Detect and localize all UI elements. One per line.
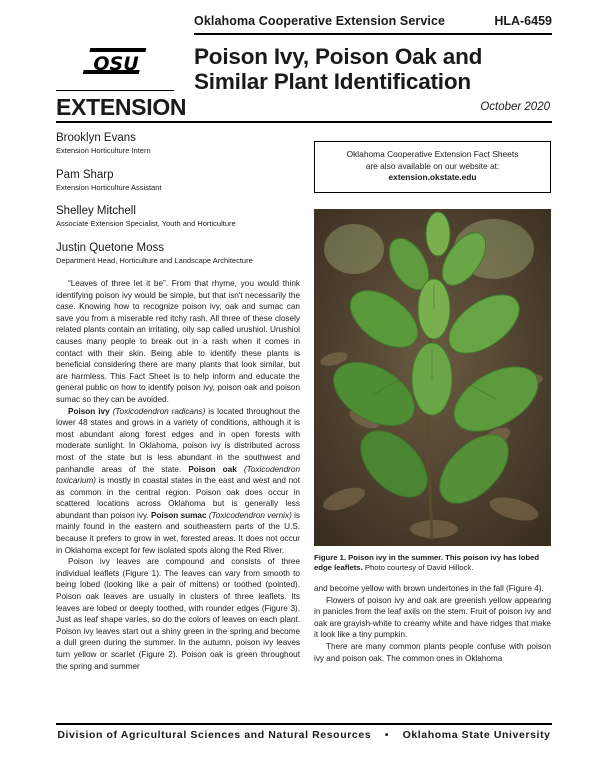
website-link[interactable]: extension.okstate.edu [388,172,477,182]
flowers-paragraph: Flowers of poison ivy and oak are greenish yellow appearing in panicles from the leaf axils on the stem. Fruit of poison ivy and oak are grayish-white to creamy white and have ridges that make it look like a tiny pumpkin. [314,595,551,640]
title-rule [56,121,552,123]
lookalikes-paragraph: There are many common plants people confuse with poison ivy and poison oak. The common ones in Oklahoma [314,641,551,663]
footer-separator: • [384,729,390,741]
poison-ivy-photo [314,209,551,546]
osu-logo-icon [78,40,154,82]
footer-division: Division of Agricultural Sciences and Natural Resources [57,729,372,741]
title-line-1: Poison Ivy, Poison Oak and [194,44,483,69]
continuation-paragraph: and become yellow with brown undertones in the fall (Figure 4). [314,584,544,593]
footer [56,729,552,741]
header-rule [194,33,552,35]
author-name: Pam Sharp [56,169,114,181]
footer-rule [56,723,552,725]
fact-sheet-code: HLA-6459 [494,14,552,28]
figure-caption [314,553,551,574]
footer-university: Oklahoma State University [402,729,551,741]
extension-wordmark: EXTENSION [56,94,187,120]
distribution-paragraph: Poison ivy (Toxicodendron radicans) is located throughout the lower 48 states and grows in a variety of conditions, although it is most abundant along forest edges and in open forests with moderate sunlight. In Oklahoma, poison ivy is distributed across most of the state but is less abundant in the southwest and panhandle areas of the state. Poison oak (Toxicodendron toxicarium) is mostly in coastal states in the east and west and not as common in the central region. Poison oak does occur in scattered locations across Oklahoma but is generally less abundant than poison ivy. Poison sumac (Toxicodendron vernix) is mainly found in the eastern and southeastern parts of the U.S. because it prefers to grow in wet, forested areas. It does not occur in Oklahoma except for few isolated spots along the Red River. [56,406,300,555]
author-name: Brooklyn Evans [56,132,136,144]
plant-illustration [314,209,551,546]
author-name: Justin Quetone Moss [56,242,165,254]
author-role: Department Head, Horticulture and Landscape Architecture [56,256,253,265]
author-role: Extension Horticulture Intern [56,146,151,155]
author-block [56,205,306,228]
leaves-paragraph: Poison ivy leaves are compound and consists of three individual leaflets (Figure 1). The leaves can vary from smooth to being lobed (looking like a pair of mittens) or toothed (pointed). Poison oak leaves are usually in clusters of three leaflets. Its leaves are lobed or deeply toothed, with rounder edges (Figure 3). Just as leaf shape varies, so do the colors of leaves on each plant. Poison ivy leaves start out a shiny green in the spring and become a dull green during the summer. In the autumn, poison ivy leaves turn yellow or scarlet (Figure 2). Poison oak is green throughout the spring and summer [56,557,300,671]
caption-bold: Figure 1. Poison ivy in the summer. This poison ivy has lobed edge leaflets. [314,553,540,573]
info-line-1: Oklahoma Cooperative Extension Fact Sheets [346,149,519,159]
author-name: Shelley Mitchell [56,205,136,217]
page-title [194,44,564,94]
body-column-left [56,278,300,672]
logo-text: OSU [93,53,139,75]
info-line-2: are also available on our website at: [365,160,500,171]
author-role: Extension Horticulture Assistant [56,183,162,192]
publication-date: October 2020 [480,101,550,113]
caption-credit: Photo courtesy of David Hillock. [362,563,474,573]
author-block [56,242,306,265]
extension-rule [56,90,174,91]
org-name: Oklahoma Cooperative Extension Service [194,14,446,28]
title-line-2: Similar Plant Identification [194,69,471,94]
author-block [56,132,306,155]
intro-paragraph: “Leaves of three let it be”. From that rhyme, you would think identifying poison ivy would be simple, but that isn't necessarily the case. Knowing how to recognize poison ivy, oak and sumac can save you from a miserable red itchy rash. All three of these closely related plants contain an irritating, oily sap called urushiol. Urushiol causes many people to break out in a rash when it comes in contact with their skin. Being able to identify these plants is beneficial considering there are many plants that look similar, but are harmless. This Fact Sheet is to help inform and educate the general public on how to identify poison ivy, poison oak and poison sumac so they can be avoided. [56,279,300,404]
author-role: Associate Extension Specialist, Youth and Horticulture [56,219,236,228]
author-block [56,169,306,192]
website-info-box [314,141,551,193]
body-column-right [314,583,551,664]
